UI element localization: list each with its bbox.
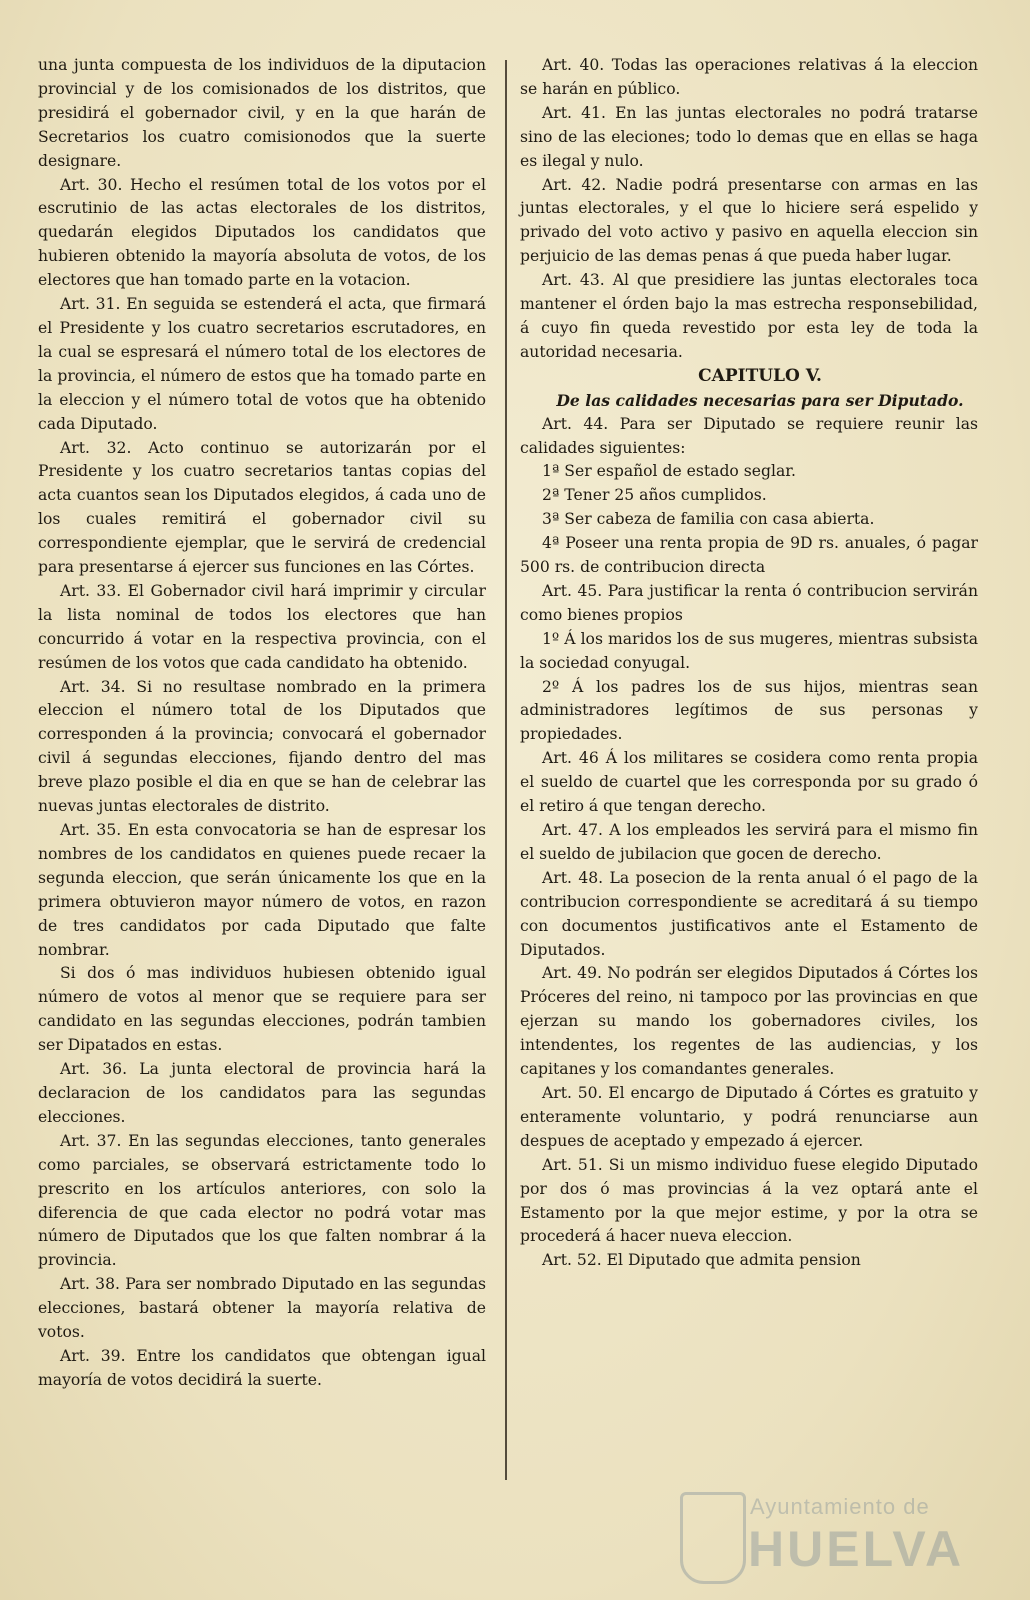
paragraph: Art. 47. A los empleados les servirá para el mismo fin el sueldo de jubilacion que gocen de derecho. [520,821,978,863]
chapter-title: CAPITULO V. [698,365,822,386]
paragraph: Art. 30. Hecho el resúmen total de los votos por el escrutinio de las actas electorales de los distritos, quedarán elegidos Diputados los candidatos que hubieren obtenido la mayoría absoluta de votos, de los electores que han tomado parte en la votacion. [38,175,486,290]
chapter-subtitle: De las calidades necesarias para ser Diputado. [556,390,964,410]
paragraph: Art. 39. Entre los candidatos que obtengan igual mayoría de votos decidirá la suerte. [38,1346,486,1389]
paragraph: una junta compuesta de los individuos de la diputacion provincial y de los comisionados de los distritos, que presidirá el gobernador civil, y en la que harán de Secretarios los cuatro comisionodos que la suerte designare. [38,56,486,170]
paragraph: 3ª Ser cabeza de familia con casa abierta. [542,510,875,529]
paragraph: Art. 34. Si no resultase nombrado en la primera eleccion el número total de los Diputados que corresponden á la provincia; convocará el gobernador civil á segundas elecciones, fijando dentro del mas breve plazo posible el dia en que se han de celebrar las nuevas juntas electorales de distrito. [38,677,486,816]
paragraph: Art. 49. No podrán ser elegidos Diputados á Córtes los Próceres del reino, ni tampoco por las provincias en que ejerzan su mando los gobernadores civiles, los intendentes, los regentes de las audiencias, y los capitanes y los comandantes generales. [520,964,978,1079]
paragraph: 4ª Poseer una renta propia de 9D rs. anuales, ó pagar 500 rs. de contribucion directa [520,534,978,577]
paragraph: Art. 31. En seguida se estenderá el acta, que firmará el Presidente y los cuatro secretarios escrutadores, en la cual se espresará el número total de los electores de la provincia, el número de estos que ha tomado parte en la eleccion y el número total de votos que ha obtenido cada Diputado. [38,295,486,433]
paragraph: Art. 44. Para ser Diputado se requiere reunir las calidades siguientes: [520,414,978,457]
column-divider [505,60,507,1480]
paragraph: Art. 32. Acto continuo se autorizarán por el Presidente y los cuatro secretarios tantas copias del acta cuantos sean los Diputados elegidos, á cada uno de los cuales remitirá el gobernador civil su correspondiente ejemplar, que le servirá de credencial para presentarse á ejercer sus funciones en las Córtes. [38,438,486,577]
paragraph: Art. 41. En las juntas electorales no podrá tratarse sino de las eleciones; todo lo demas que en ellas se haga es ilegal y nulo. [520,103,978,170]
right-column-articles-top [520,54,978,365]
paragraph: Art. 37. En las segundas elecciones, tanto generales como parciales, se observará estrictamente todo lo prescrito en los artículos anteriores, con solo la diferencia de que cada elector no podrá votar mas número de Diputados que los que falten nombrar á la provincia. [38,1131,486,1270]
left-column [38,54,486,1393]
paragraph: Art. 43. Al que presidiere las juntas electorales toca mantener el órden bajo la mas estrecha responsebilidad, á cuyo fin queda revestido por esta ley de toda la autoridad necesaria. [520,271,978,361]
paragraph: 1º Á los maridos los de sus mugeres, mientras subsista la sociedad conyugal. [520,629,978,672]
paragraph: Art. 33. El Gobernador civil hará imprimir y circular la lista nominal de todos los electores que han concurrido á votar en la respectiva provincia, con el resúmen de los votos que cada candidato ha obtenido. [38,581,486,672]
paragraph: Art. 52. El Diputado que admita pension [542,1251,861,1270]
watermark-name: HUELVA [748,1521,965,1577]
watermark-logo [680,1490,980,1582]
watermark-top-text: Ayuntamiento de [750,1494,930,1519]
right-column [520,54,978,1273]
paragraph: Art. 38. Para ser nombrado Diputado en las segundas elecciones, bastará obtener la mayoría relativa de votos. [38,1275,486,1342]
paragraph: 2ª Tener 25 años cumplidos. [542,486,767,505]
paragraph: Art. 51. Si un mismo individuo fuese elegido Diputado por dos ó mas provincias á la vez optará ante el Estamento por la que mejor estime, y por la otra se procederá á hacer nueva eleccion. [520,1155,978,1246]
paragraph: Art. 40. Todas las operaciones relativas á la eleccion se harán en público. [520,56,978,98]
paragraph: Si dos ó mas individuos hubiesen obtenido igual número de votos al menor que se requiere para ser candidato en las segundas elecciones, podrán tambien ser Dipatados en estas. [38,964,486,1055]
paragraph: Art. 50. El encargo de Diputado á Córtes es gratuito y enteramente voluntario, y podrá renunciarse aun despues de aceptado y empezado á ejercer. [520,1083,978,1150]
paragraph: 1ª Ser español de estado seglar. [542,462,796,481]
city-seal-icon [680,1492,746,1584]
paragraph: Art. 48. La posecion de la renta anual ó el pago de la contribucion correspondiente se acreditará á su tiempo con documentos justificativos ante el Estamento de Diputados. [520,868,978,959]
paragraph: Art. 42. Nadie podrá presentarse con armas en las juntas electorales, y el que lo hiciere será espelido y privado del voto activo y pasivo en aquella eleccion sin perjuicio de las demas penas á que pueda haber lugar. [520,175,978,266]
right-column-articles-bottom [520,413,978,1274]
paragraph: Art. 46 Á los militares se cosidera como renta propia el sueldo de cuartel que les corresponda por su grado ó el retiro á que tengan derecho. [520,749,978,816]
paragraph: Art. 45. Para justificar la renta ó contribucion servirán como bienes propios [520,581,978,624]
paragraph: Art. 35. En esta convocatoria se han de espresar los nombres de los candidatos en quienes puede recaer la segunda eleccion, que serán únicamente los que en la primera obtuvieron mayor número de votos, en razon de tres candidatos por cada Diputado que falte nombrar. [38,821,486,959]
paragraph: Art. 36. La junta electoral de provincia hará la declaracion de los candidatos para las segundas elecciones. [38,1060,486,1126]
paragraph: 2º Á los padres los de sus hijos, mientras sean administradores legítimos de sus personas y propiedades. [520,677,978,744]
